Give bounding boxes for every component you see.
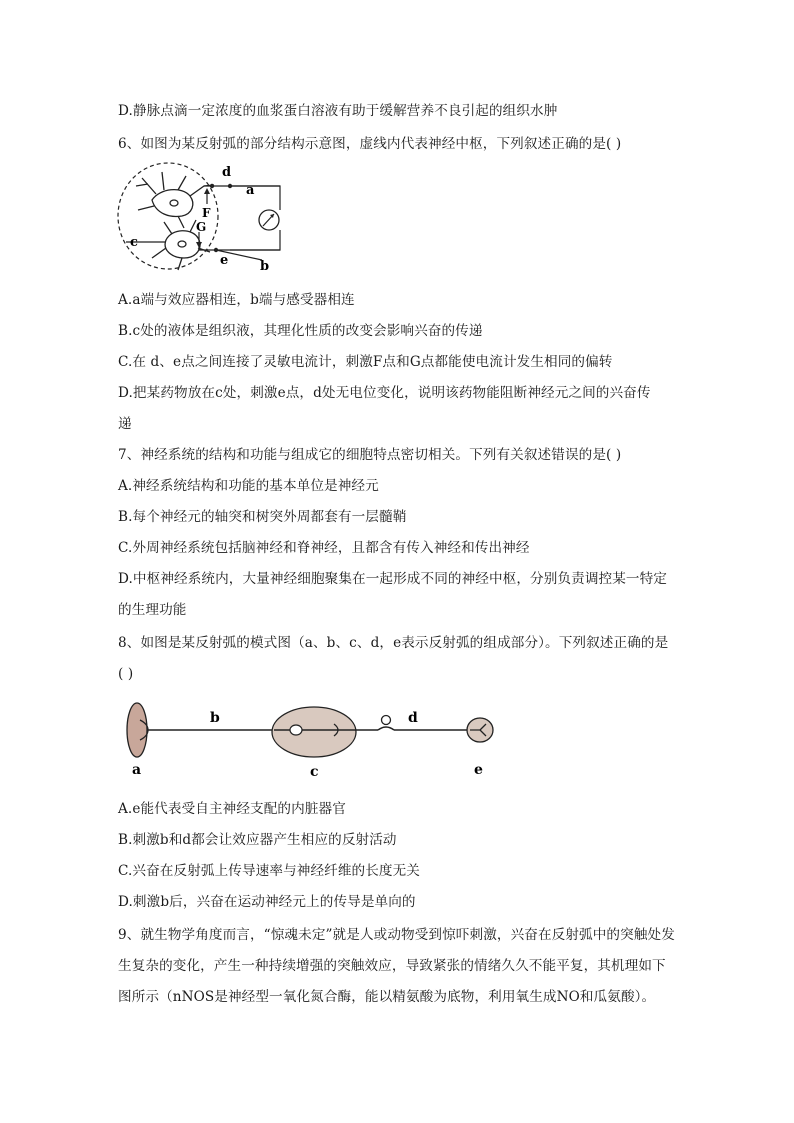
ganglion-knot (382, 716, 391, 725)
label-c: c (310, 764, 319, 780)
q6-option-c: C.在 d、e点之间连接了灵敏电流计，刺激F点和G点都能使电流计发生相同的偏转 (118, 354, 613, 370)
q8-paren: ( ) (118, 666, 134, 682)
q6-reflex-arc-figure (112, 160, 292, 278)
q9-stem-line3: 图所示（nNOS是神经型一氧化氮合酶，能以精氨酸为底物，利用氧生成NO和瓜氨酸）。 (118, 989, 656, 1005)
q7-option-d-line1: D.中枢神经系统内，大量神经细胞聚集在一起形成不同的神经中枢，分别负责调控某一特定 (118, 571, 667, 587)
label-e: e (474, 762, 483, 778)
q7-option-b: B.每个神经元的轴突和树突外周都套有一层髓鞘 (118, 509, 407, 525)
label-d: d (222, 165, 232, 180)
q8-option-d: D.刺激b后，兴奋在运动神经元上的传导是单向的 (118, 894, 416, 910)
q6-option-b: B.c处的液体是组织液，其理化性质的改变会影响兴奋的传递 (118, 323, 483, 339)
q7-option-d-line2: 的生理功能 (118, 602, 187, 618)
q8-option-b: B.刺激b和d都会让效应器产生相应的反射活动 (118, 832, 397, 848)
q6-option-d-line1: D.把某药物放在c处，刺激e点，d处无电位变化，说明该药物能阻断神经元之间的兴奋传 (118, 385, 651, 401)
label-e: e (220, 253, 229, 268)
q8-option-c: C.兴奋在反射弧上传导速率与神经纤维的长度无关 (118, 863, 421, 879)
q7-stem: 7、神经系统的结构和功能与组成它的细胞特点密切相关。下列有关叙述错误的是( ) (118, 447, 622, 463)
receptor-a (127, 703, 147, 757)
label-G: G (196, 220, 207, 234)
point-e-dot (214, 248, 218, 252)
label-b: b (210, 710, 220, 726)
q5-option-d: D.静脉点滴一定浓度的血浆蛋白溶液有助于缓解营养不良引起的组织水肿 (118, 103, 558, 119)
q6-option-d-line2: 递 (118, 416, 132, 432)
q6-stem: 6、如图为某反射弧的部分结构示意图，虚线内代表神经中枢，下列叙述正确的是( ) (118, 136, 622, 152)
q8-option-a: A.e能代表受自主神经支配的内脏器官 (118, 801, 346, 817)
q9-stem-line1: 9、就生物学角度而言，“惊魂未定”就是人或动物受到惊吓刺激，兴奋在反射弧中的突触处发 (118, 927, 675, 943)
label-a: a (132, 762, 142, 778)
label-c: c (130, 235, 138, 250)
label-b: b (260, 259, 270, 274)
point-d-dot (210, 184, 214, 188)
label-d: d (408, 710, 418, 726)
label-F: F (202, 206, 211, 220)
q6-option-a: A.a端与效应器相连，b端与感受器相连 (118, 292, 355, 308)
nerve-center-c (272, 707, 356, 757)
q7-option-c: C.外周神经系统包括脑神经和脊神经，且都含有传入神经和传出神经 (118, 540, 530, 556)
label-a: a (246, 183, 255, 198)
q8-reflex-arc-schematic (118, 694, 502, 784)
q9-stem-line2: 生复杂的变化，产生一种持续增强的突触效应，导致紧张的情绪久久不能平复，其机理如下 (118, 958, 666, 974)
q7-option-a: A.神经系统结构和功能的基本单位是神经元 (118, 478, 379, 494)
q8-stem: 8、如图是某反射弧的模式图（a、b、c、d，e表示反射弧的组成部分）。下列叙述正确的是 (118, 635, 669, 651)
